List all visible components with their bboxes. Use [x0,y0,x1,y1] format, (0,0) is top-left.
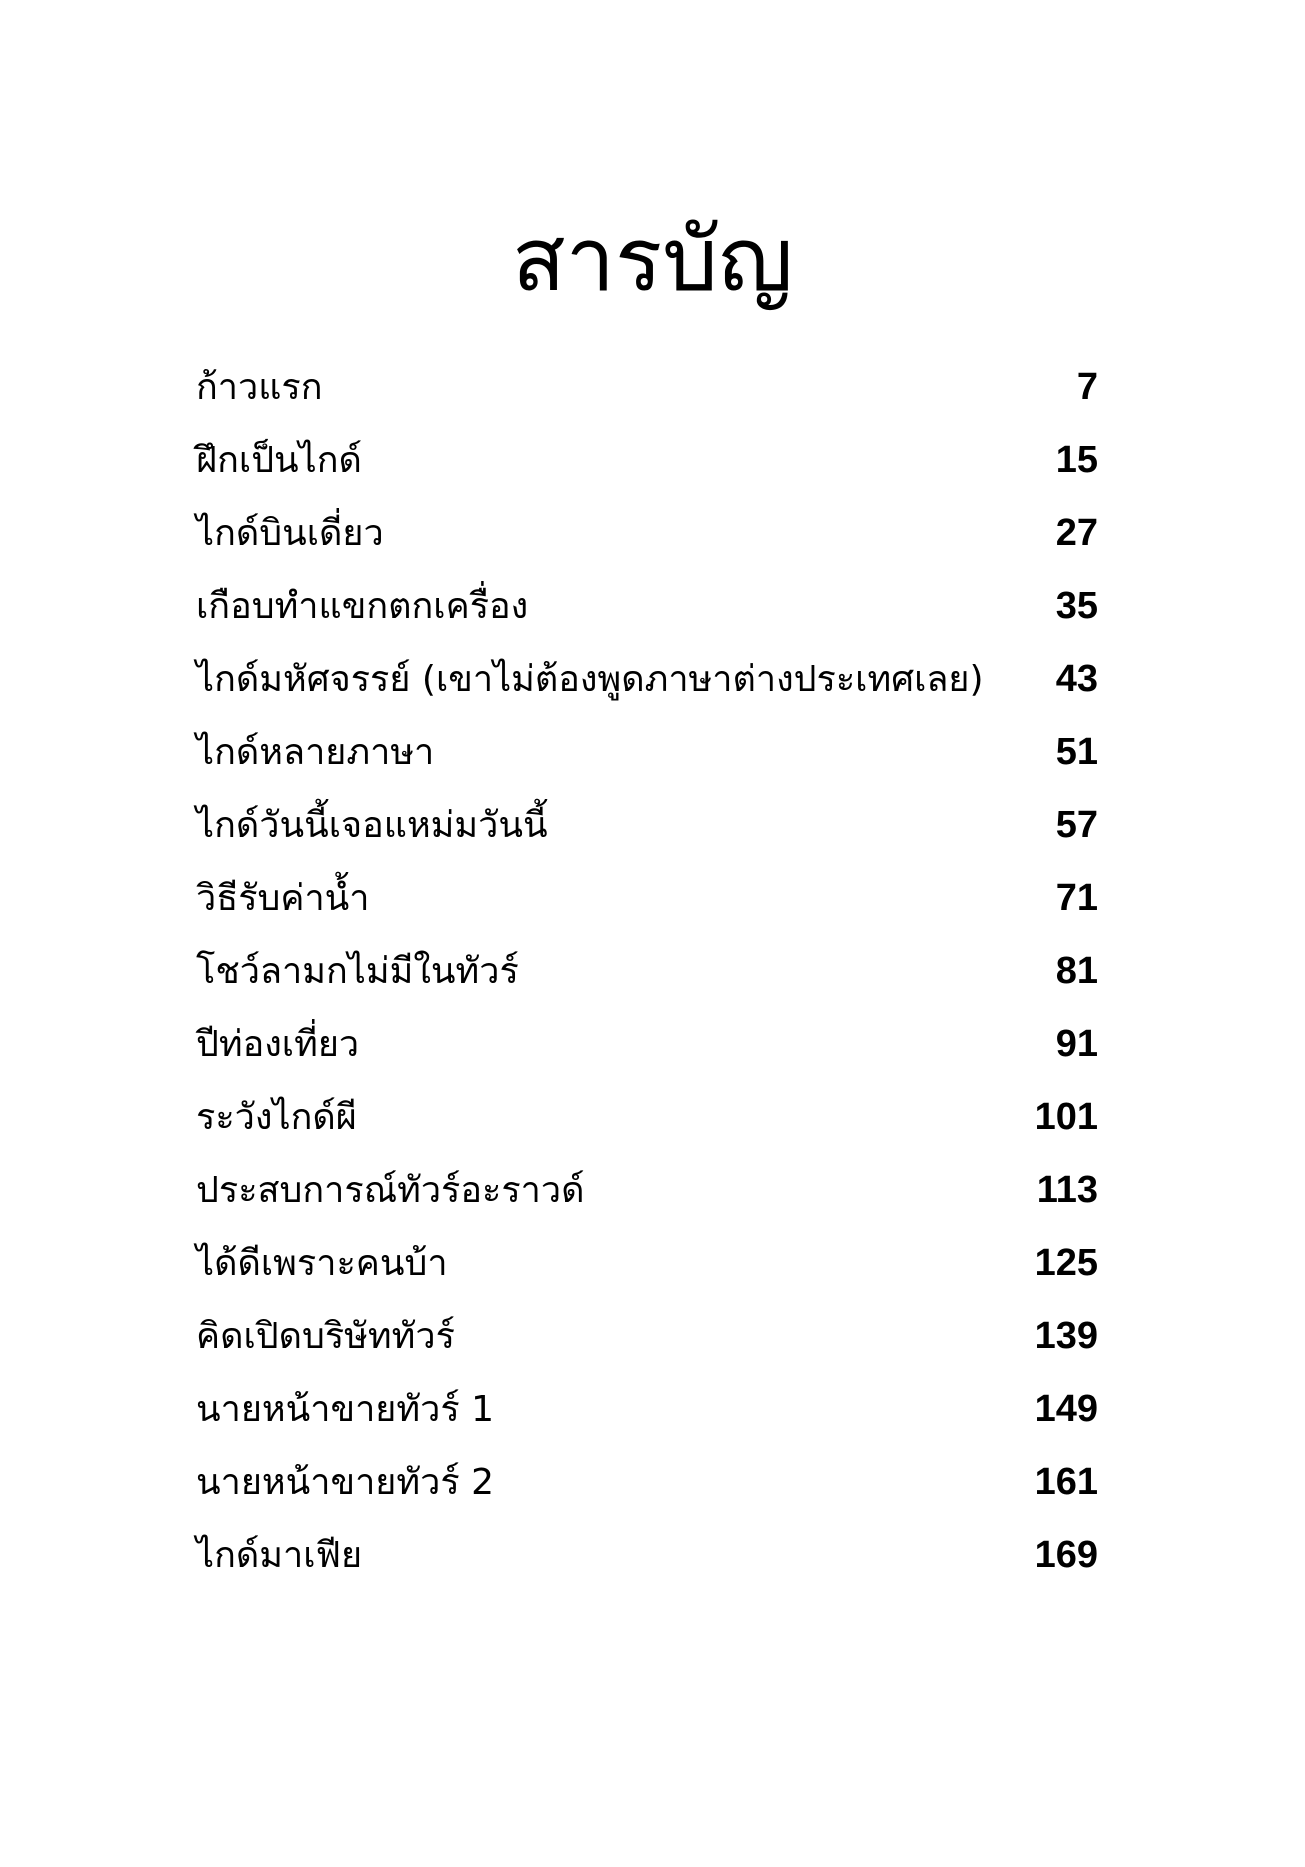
toc-entry [196,935,1098,1008]
toc-entry-title: ไกด์มหัศจรรย์ (เขาไม่ต้องพูดภาษาต่างประเทศเลย) [196,659,984,700]
toc-entry-title: ไกด์บินเดี่ยว [196,513,384,554]
toc-entry [196,570,1098,643]
toc-entry [196,1519,1098,1592]
toc-entry-page: 51 [1055,731,1098,773]
toc-entry-page: 139 [1034,1315,1098,1357]
toc-entry-page: 101 [1034,1096,1098,1138]
toc-entry-page: 57 [1055,804,1098,846]
toc-entry-page: 91 [1055,1023,1098,1065]
toc-entry-title: ไกด์หลายภาษา [196,732,435,773]
toc-entry [196,1081,1098,1154]
toc-entry-title: เกือบทำแขกตกเครื่อง [196,586,529,627]
toc-entry [196,1373,1098,1446]
toc-entry-title: ได้ดีเพราะคนบ้า [196,1243,448,1284]
toc-entry [196,424,1098,497]
toc-entry-page: 15 [1055,439,1098,481]
toc-entry-title: ประสบการณ์ทัวร์อะราวด์ [196,1170,585,1211]
toc-entry-page: 161 [1034,1461,1098,1503]
toc-entry-title: ก้าวแรก [196,367,323,408]
toc-entry-title: โชว์ลามกไม่มีในทัวร์ [196,951,519,992]
toc-entry-page: 81 [1055,950,1098,992]
toc-entry-page: 113 [1036,1169,1098,1211]
toc-entry-title: ระวังไกด์ผี [196,1097,357,1138]
toc-entry-page: 71 [1055,877,1098,919]
toc-entry-title: ปีท่องเที่ยว [196,1024,360,1065]
toc-entry [196,1227,1098,1300]
toc-entry [196,351,1098,424]
toc-entry-title: ไกด์วันนี้เจอแหม่มวันนี้ [196,805,548,846]
toc-entry-title: ฝึกเป็นไกด์ [196,440,362,481]
toc-entry-page: 27 [1055,512,1098,554]
toc-entry-page: 125 [1034,1242,1098,1284]
page-title: สารบัญ [511,208,794,311]
toc-entry [196,643,1098,716]
toc-entry [196,862,1098,935]
toc-entry [196,1300,1098,1373]
toc-entry-title: วิธีรับค่าน้ำ [196,878,370,919]
toc-entry [196,1154,1098,1227]
toc-entry-page: 149 [1034,1388,1098,1430]
toc-entry [196,1446,1098,1519]
toc-entry-title: คิดเปิดบริษัททัวร์ [196,1316,455,1357]
toc-entry [196,789,1098,862]
toc-entry-page: 7 [1076,366,1098,408]
table-of-contents [196,351,1098,1592]
toc-entry [196,1008,1098,1081]
toc-entry-title: นายหน้าขายทัวร์ 2 [196,1462,495,1503]
toc-entry-page: 35 [1055,585,1098,627]
toc-entry [196,716,1098,789]
toc-entry-page: 169 [1034,1534,1098,1576]
toc-entry [196,497,1098,570]
toc-entry-page: 43 [1055,658,1098,700]
toc-entry-title: ไกด์มาเฟีย [196,1535,363,1576]
toc-entry-title: นายหน้าขายทัวร์ 1 [196,1389,495,1430]
